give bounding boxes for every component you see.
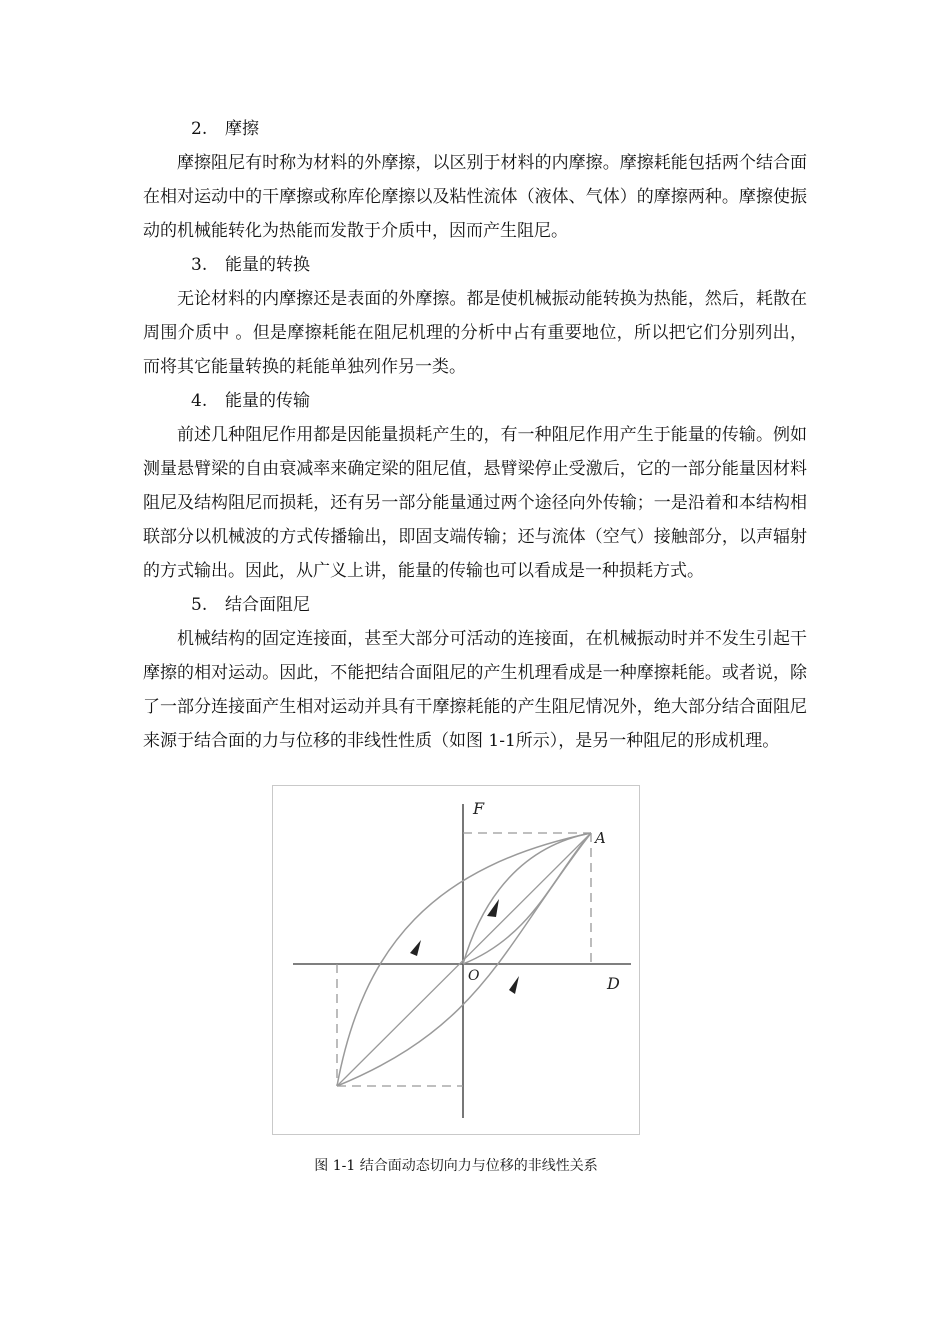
hysteresis-diagram <box>273 786 641 1136</box>
section-title: 结合面阻尼 <box>225 595 310 615</box>
diagonal-line <box>337 833 591 1086</box>
origin-label: O <box>468 968 480 984</box>
section-heading-energy-transmission <box>143 384 807 418</box>
section-paragraph-energy-conversion: 无论材料的内摩擦还是表面的外摩擦。都是使机械振动能转换为热能，然后，耗散在周围介质中 。但是摩擦耗能在阻尼机理的分析中占有重要地位，所以把它们分别列出，而将其它能量转换的耗能单独列作另一类。 <box>143 289 807 377</box>
section-number: 5. <box>191 595 208 615</box>
d-axis-label: D <box>607 974 620 993</box>
section-title: 摩擦 <box>225 119 259 139</box>
section-paragraph-joint-damping: 机械结构的固定连接面，甚至大部分可活动的连接面，在机械振动时并不发生引起干摩擦的相对运动。因此，不能把结合面阻尼的产生机理看成是一种摩擦耗能。或者说，除了一部分连接面产生相对运动并具有干摩擦耗能的产生阻尼情况外，绝大部分结合面阻尼来源于结合面的力与位移的非线性性质（如图 1-1所示），是另一种阻尼的形成机理。 <box>143 629 807 751</box>
section-paragraph-energy-transmission: 前述几种阻尼作用都是因能量损耗产生的，有一种阻尼作用产生于能量的传输。例如测量悬臂梁的自由衰减率来确定梁的阻尼值，悬臂梁停止受激后，它的一部分能量因材料阻尼及结构阻尼而损耗，还有另一部分能量通过两个途径向外传输；一是沿着和本结构相联部分以机械波的方式传播输出，即固支端传输；还与流体（空气）接触部分，以声辐射的方式输出。因此，从广义上讲，能量的传输也可以看成是一种损耗方式。 <box>143 425 807 581</box>
section-number: 3. <box>191 255 208 275</box>
section-number: 2. <box>191 119 208 139</box>
section-paragraph-friction: 摩擦阻尼有时称为材料的外摩擦，以区别于材料的内摩擦。摩擦耗能包括两个结合面在相对运动中的干摩擦或称库伦摩擦以及粘性流体（液体、气体）的摩擦两种。摩擦使振动的机械能转化为热能而发散于介质中，因而产生阻尼。 <box>143 153 807 241</box>
section-heading-friction <box>143 112 807 146</box>
f-axis-label: F <box>473 799 485 818</box>
section-number: 4. <box>191 391 208 411</box>
text-body <box>143 112 807 758</box>
section-heading-energy-conversion <box>143 248 807 282</box>
section-heading-joint-damping <box>143 588 807 622</box>
point-a-label: A <box>595 829 606 847</box>
section-title: 能量的传输 <box>225 391 310 411</box>
figure-hysteresis <box>272 785 640 1135</box>
arrow-down-right-icon <box>509 976 519 994</box>
figure-caption: 图 1-1 结合面动态切向力与位移的非线性关系 <box>314 1158 598 1174</box>
section-title: 能量的转换 <box>225 255 310 275</box>
arrow-up-left-icon <box>410 940 421 956</box>
arrow-up-center-icon <box>487 899 499 917</box>
